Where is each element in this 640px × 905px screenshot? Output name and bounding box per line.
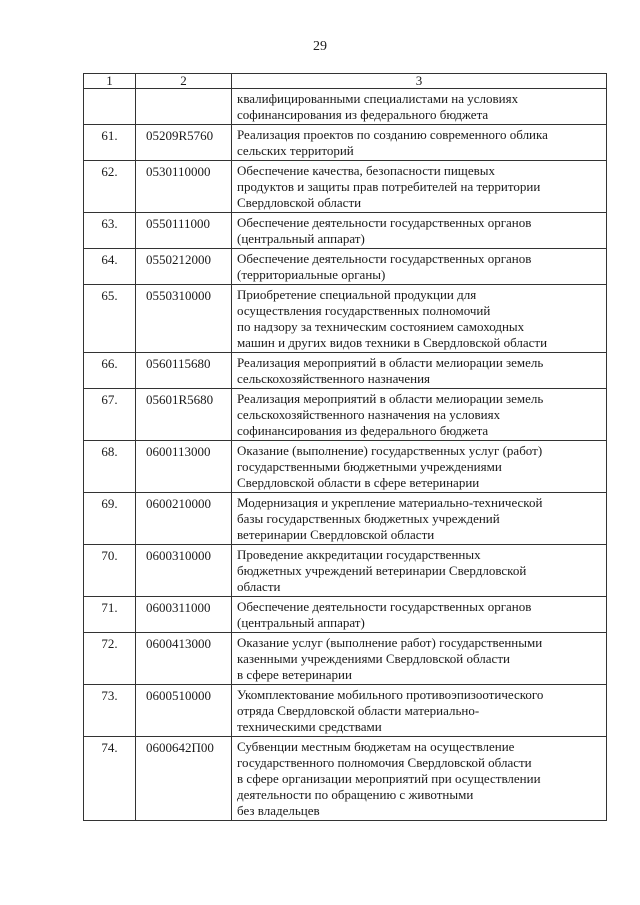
row-description — [232, 389, 607, 441]
table-row — [84, 737, 607, 821]
table-row — [84, 353, 607, 389]
description-line: сельскохозяйственного назначения на условиях — [237, 407, 501, 422]
description-line: ветеринарии Свердловской области — [237, 527, 435, 542]
description-line: Реализация мероприятий в области мелиорации земель — [237, 391, 544, 406]
table-row — [84, 161, 607, 213]
table-row — [84, 493, 607, 545]
row-description — [232, 213, 607, 249]
row-number: 67. — [84, 389, 136, 441]
row-number: 74. — [84, 737, 136, 821]
description-line: отряда Свердловской области материально- — [237, 703, 480, 718]
description-line: казенными учреждениями Свердловской области — [237, 651, 510, 666]
description-line: осуществления государственных полномочий — [237, 303, 491, 318]
description-line: софинансирования из федерального бюджета — [237, 107, 489, 122]
description-line: по надзору за техническим состоянием самоходных — [237, 319, 525, 334]
description-line: квалифицированными специалистами на условиях — [237, 91, 519, 106]
table-row — [84, 285, 607, 353]
budget-code — [136, 89, 232, 125]
table-header-row — [84, 74, 607, 89]
table-row — [84, 545, 607, 597]
column-header-number: 1 — [84, 74, 136, 89]
table-row — [84, 389, 607, 441]
row-description — [232, 597, 607, 633]
row-description — [232, 161, 607, 213]
description-line: Реализация мероприятий в области мелиорации земель — [237, 355, 544, 370]
column-header-code: 2 — [136, 74, 232, 89]
description-line: в сфере организации мероприятий при осуществлении — [237, 771, 541, 786]
table-row — [84, 125, 607, 161]
description-line: Реализация проектов по созданию современного облика — [237, 127, 548, 142]
description-line: сельскохозяйственного назначения — [237, 371, 431, 386]
description-line: машин и других видов техники в Свердловской области — [237, 335, 548, 350]
budget-code: 0600311000 — [136, 597, 232, 633]
row-number: 63. — [84, 213, 136, 249]
description-line: государственными бюджетными учреждениями — [237, 459, 502, 474]
table-row — [84, 249, 607, 285]
table-row — [84, 89, 607, 125]
description-line: Обеспечение деятельности государственных органов — [237, 251, 532, 266]
budget-code: 0600113000 — [136, 441, 232, 493]
description-line: (территориальные органы) — [237, 267, 386, 282]
row-number: 65. — [84, 285, 136, 353]
description-line: Обеспечение деятельности государственных органов — [237, 599, 532, 614]
table-row — [84, 597, 607, 633]
budget-code: 0550212000 — [136, 249, 232, 285]
description-line: Проведение аккредитации государственных — [237, 547, 481, 562]
budget-code: 0550310000 — [136, 285, 232, 353]
row-description — [232, 545, 607, 597]
description-line: бюджетных учреждений ветеринарии Свердловской — [237, 563, 527, 578]
budget-code: 0600510000 — [136, 685, 232, 737]
description-line: без владельцев — [237, 803, 320, 818]
row-description — [232, 285, 607, 353]
row-number: 72. — [84, 633, 136, 685]
description-line: в сфере ветеринарии — [237, 667, 352, 682]
row-number: 71. — [84, 597, 136, 633]
description-line: Оказание услуг (выполнение работ) государственными — [237, 635, 543, 650]
row-number: 64. — [84, 249, 136, 285]
budget-code: 0600413000 — [136, 633, 232, 685]
row-number: 62. — [84, 161, 136, 213]
row-description — [232, 249, 607, 285]
row-description — [232, 441, 607, 493]
budget-code: 05601R5680 — [136, 389, 232, 441]
row-number: 68. — [84, 441, 136, 493]
row-description — [232, 89, 607, 125]
row-description — [232, 125, 607, 161]
description-line: софинансирования из федерального бюджета — [237, 423, 489, 438]
description-line: Укомплектование мобильного противоэпизоотического — [237, 687, 544, 702]
description-line: Обеспечение качества, безопасности пищевых — [237, 163, 495, 178]
row-number: 61. — [84, 125, 136, 161]
description-line: Приобретение специальной продукции для — [237, 287, 477, 302]
row-description — [232, 633, 607, 685]
row-number: 66. — [84, 353, 136, 389]
table-body — [84, 89, 607, 821]
budget-code: 0530110000 — [136, 161, 232, 213]
table-row — [84, 633, 607, 685]
description-line: государственного полномочия Свердловской области — [237, 755, 532, 770]
description-line: Обеспечение деятельности государственных органов — [237, 215, 532, 230]
page-number: 29 — [313, 39, 327, 54]
description-line: Свердловской области — [237, 195, 362, 210]
row-description — [232, 737, 607, 821]
budget-code: 0600310000 — [136, 545, 232, 597]
row-number — [84, 89, 136, 125]
description-line: (центральный аппарат) — [237, 615, 365, 630]
table-row — [84, 441, 607, 493]
row-description — [232, 353, 607, 389]
budget-codes-table — [83, 73, 607, 821]
row-description — [232, 493, 607, 545]
row-number: 70. — [84, 545, 136, 597]
budget-code: 0550111000 — [136, 213, 232, 249]
description-line: продуктов и защиты прав потребителей на территории — [237, 179, 541, 194]
budget-code: 0600210000 — [136, 493, 232, 545]
row-number: 73. — [84, 685, 136, 737]
description-line: Модернизация и укрепление материально-технической — [237, 495, 543, 510]
budget-code: 0560115680 — [136, 353, 232, 389]
description-line: (центральный аппарат) — [237, 231, 365, 246]
description-line: сельских территорий — [237, 143, 354, 158]
row-number: 69. — [84, 493, 136, 545]
row-description — [232, 685, 607, 737]
budget-code: 0600642П00 — [136, 737, 232, 821]
description-line: деятельности по обращению с животными — [237, 787, 474, 802]
description-line: базы государственных бюджетных учреждений — [237, 511, 500, 526]
column-header-description: 3 — [232, 74, 607, 89]
description-line: Оказание (выполнение) государственных услуг (работ) — [237, 443, 543, 458]
description-line: Свердловской области в сфере ветеринарии — [237, 475, 480, 490]
description-line: Субвенции местным бюджетам на осуществление — [237, 739, 515, 754]
budget-code: 05209R5760 — [136, 125, 232, 161]
description-line: техническими средствами — [237, 719, 382, 734]
table-row — [84, 685, 607, 737]
table-row — [84, 213, 607, 249]
description-line: области — [237, 579, 281, 594]
